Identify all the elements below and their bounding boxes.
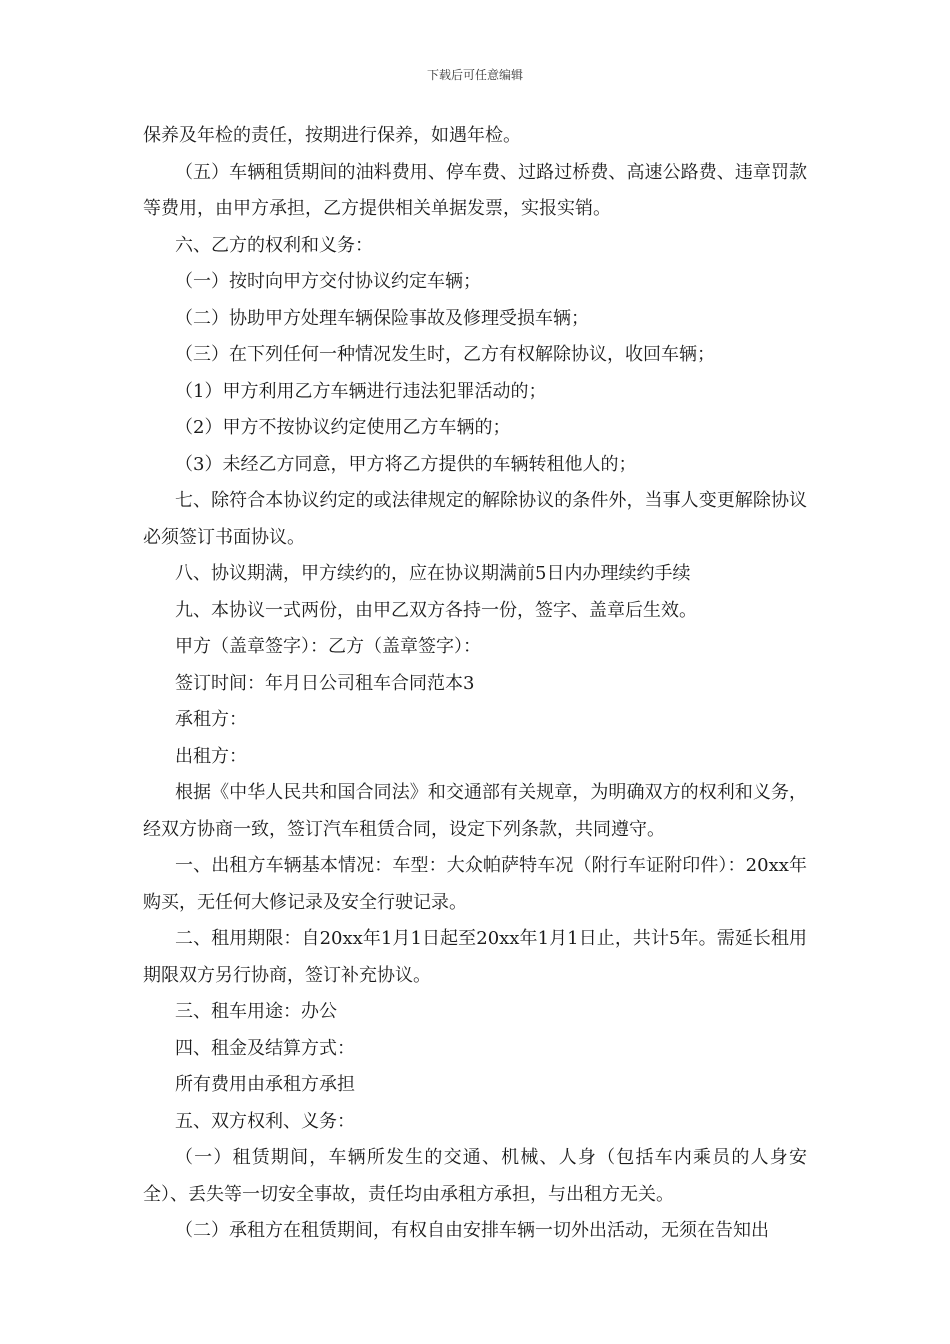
paragraph: 八、协议期满，甲方续约的，应在协议期满前5日内办理续约手续 <box>175 563 691 584</box>
list-item: （一）按时向甲方交付协议约定车辆； <box>175 271 481 292</box>
paragraph: 根据《中华人民共和国合同法》和交通部有关规章，为明确双方的权利和义务，经双方协商一致，签订汽车租赁合同，设定下列条款，共同遵守。 <box>143 782 807 840</box>
list-item: （1）甲方利用乙方车辆进行违法犯罪活动的； <box>175 380 547 402</box>
list-item: （2）甲方不按协议约定使用乙方车辆的； <box>175 417 511 438</box>
section-heading: 六、乙方的权利和义务： <box>175 234 373 256</box>
paragraph: 保养及年检的责任，按期进行保养，如遇年检。 <box>143 125 521 146</box>
clause: 五、双方权利、义务： <box>175 1110 355 1132</box>
page-header: 下载后可任意编辑 <box>426 68 523 82</box>
lessor-line: 出租方： <box>175 745 247 767</box>
list-item: （一）租赁期间，车辆所发生的交通、机械、人身（包括车内乘员的人身安全）、丢失等一切安全事故，责任均由承租方承担，与出租方无关。 <box>143 1147 807 1205</box>
document-body <box>143 118 807 1250</box>
clause: 二、租用期限：自20xx年1月1日起至20xx年1月1日止，共计5年。需延长租用期限双方另行协商，签订补充协议。 <box>143 928 808 986</box>
paragraph: 所有费用由承租方承担 <box>175 1074 355 1095</box>
list-item: （3）未经乙方同意，甲方将乙方提供的车辆转租他人的； <box>175 453 637 475</box>
signature-line: 甲方（盖章签字）：乙方（盖章签字）： <box>175 636 481 657</box>
clause: 三、租车用途：办公 <box>175 1001 337 1022</box>
lessee-line: 承租方： <box>175 709 247 730</box>
list-item: （三）在下列任何一种情况发生时，乙方有权解除协议，收回车辆； <box>175 344 715 365</box>
clause: 四、租金及结算方式： <box>175 1037 355 1059</box>
list-item: （二）协助甲方处理车辆保险事故及修理受损车辆； <box>175 307 589 329</box>
clause: 一、出租方车辆基本情况：车型：大众帕萨特车况（附行车证附印件）：20xx年购买，无任何大修记录及安全行驶记录。 <box>143 855 807 913</box>
paragraph: 七、除符合本协议约定的或法律规定的解除协议的条件外，当事人变更解除协议必须签订书面协议。 <box>143 490 807 548</box>
list-item: （二）承租方在租赁期间，有权自由安排车辆一切外出活动，无须在告知出 <box>175 1220 769 1241</box>
date-line: 签订时间：年月日公司租车合同范本3 <box>175 672 475 694</box>
paragraph: 九、本协议一式两份，由甲乙双方各持一份，签字、盖章后生效。 <box>175 599 697 621</box>
paragraph: （五）车辆租赁期间的油料费用、停车费、过路过桥费、高速公路费、违章罚款等费用，由甲方承担，乙方提供相关单据发票，实报实销。 <box>143 161 807 219</box>
